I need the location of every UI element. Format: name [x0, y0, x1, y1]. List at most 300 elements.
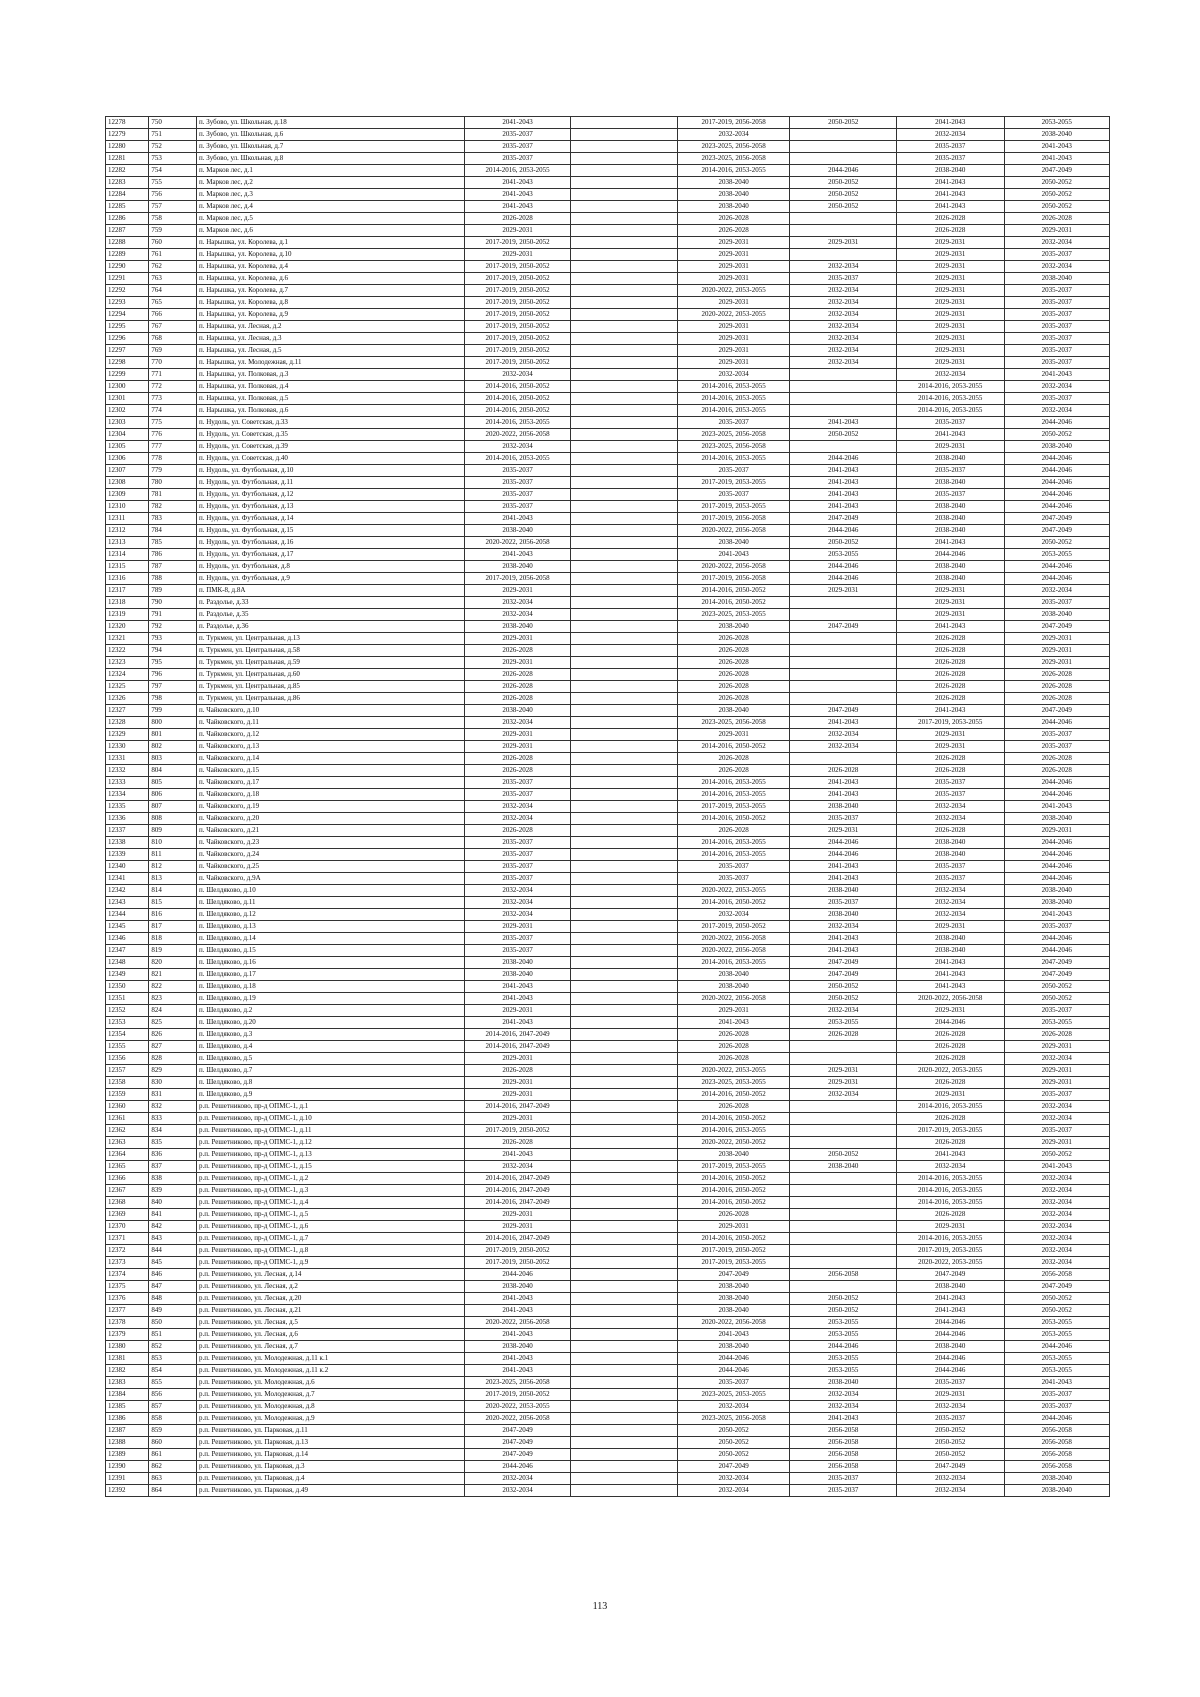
cell-address: р.п. Решетниково, ул. Молодежная, д.6 [196, 1377, 464, 1389]
cell-period-6: 2044-2046 [1004, 489, 1109, 501]
cell-period-3: 2038-2040 [677, 1341, 790, 1353]
cell-period-3: 2050-2052 [677, 1437, 790, 1449]
table-row [106, 261, 1110, 273]
cell-period-2 [571, 945, 678, 957]
cell-period-6: 2047-2049 [1004, 525, 1109, 537]
cell-period-6: 2047-2049 [1004, 621, 1109, 633]
cell-item-number: 780 [149, 477, 197, 489]
cell-period-4: 2047-2049 [790, 621, 897, 633]
cell-period-3: 2017-2019, 2056-2058 [677, 573, 790, 585]
cell-period-3: 2038-2040 [677, 1149, 790, 1161]
cell-period-2 [571, 1017, 678, 1029]
cell-period-1: 2017-2019, 2050-2052 [464, 1257, 571, 1269]
cell-period-6: 2041-2043 [1004, 801, 1109, 813]
cell-period-1: 2017-2019, 2050-2052 [464, 261, 571, 273]
cell-period-5: 2050-2052 [896, 1425, 1004, 1437]
cell-row-index: 12296 [106, 333, 149, 345]
cell-period-1: 2044-2046 [464, 1461, 571, 1473]
cell-row-index: 12283 [106, 177, 149, 189]
cell-period-6: 2050-2052 [1004, 1293, 1109, 1305]
cell-period-5: 2026-2028 [896, 1077, 1004, 1089]
cell-period-2 [571, 1365, 678, 1377]
cell-address: п. Шелдяково, д.5 [196, 1053, 464, 1065]
cell-item-number: 778 [149, 453, 197, 465]
cell-address: п. Чайковского, д.23 [196, 837, 464, 849]
cell-address: п. Нарышка, ул. Лесная, д.5 [196, 345, 464, 357]
table-row [106, 1485, 1110, 1497]
cell-period-5: 2044-2046 [896, 1329, 1004, 1341]
cell-period-4 [790, 225, 897, 237]
cell-period-4: 2044-2046 [790, 453, 897, 465]
cell-address: п. Марков лес, д.3 [196, 189, 464, 201]
table-row [106, 1245, 1110, 1257]
cell-row-index: 12362 [106, 1125, 149, 1137]
cell-period-3: 2029-2031 [677, 249, 790, 261]
table-row [106, 489, 1110, 501]
cell-row-index: 12314 [106, 549, 149, 561]
cell-period-3: 2020-2022, 2056-2058 [677, 525, 790, 537]
cell-period-6: 2041-2043 [1004, 141, 1109, 153]
cell-row-index: 12318 [106, 597, 149, 609]
cell-period-3: 2023-2025, 2056-2058 [677, 1413, 790, 1425]
cell-period-5: 2026-2028 [896, 225, 1004, 237]
cell-period-5: 2014-2016, 2053-2055 [896, 1173, 1004, 1185]
cell-row-index: 12349 [106, 969, 149, 981]
cell-period-2 [571, 1269, 678, 1281]
cell-period-2 [571, 1125, 678, 1137]
cell-period-6: 2050-2052 [1004, 189, 1109, 201]
cell-row-index: 12306 [106, 453, 149, 465]
cell-item-number: 811 [149, 849, 197, 861]
cell-row-index: 12338 [106, 837, 149, 849]
cell-period-5: 2014-2016, 2053-2055 [896, 1185, 1004, 1197]
cell-period-2 [571, 141, 678, 153]
cell-row-index: 12346 [106, 933, 149, 945]
cell-period-4: 2056-2058 [790, 1437, 897, 1449]
cell-period-5: 2017-2019, 2053-2055 [896, 1125, 1004, 1137]
cell-period-6: 2029-2031 [1004, 645, 1109, 657]
cell-period-3: 2020-2022, 2053-2055 [677, 1065, 790, 1077]
cell-period-4: 2032-2034 [790, 1005, 897, 1017]
table-row [106, 561, 1110, 573]
table-row [106, 993, 1110, 1005]
cell-item-number: 810 [149, 837, 197, 849]
cell-period-3: 2020-2022, 2056-2058 [677, 993, 790, 1005]
cell-period-5: 2029-2031 [896, 345, 1004, 357]
table-row [106, 1281, 1110, 1293]
cell-address: п. Чайковского, д.18 [196, 789, 464, 801]
cell-period-6: 2029-2031 [1004, 825, 1109, 837]
table-row [106, 609, 1110, 621]
cell-item-number: 782 [149, 501, 197, 513]
cell-period-6: 2053-2055 [1004, 1353, 1109, 1365]
cell-address: р.п. Решетниково, ул. Молодежная, д.8 [196, 1401, 464, 1413]
cell-period-4: 2032-2034 [790, 261, 897, 273]
table-row [106, 1029, 1110, 1041]
cell-period-2 [571, 1077, 678, 1089]
cell-period-6: 2044-2046 [1004, 501, 1109, 513]
cell-period-1: 2032-2034 [464, 813, 571, 825]
cell-row-index: 12392 [106, 1485, 149, 1497]
cell-period-4: 2041-2043 [790, 489, 897, 501]
cell-item-number: 758 [149, 213, 197, 225]
cell-period-2 [571, 189, 678, 201]
cell-item-number: 793 [149, 633, 197, 645]
cell-address: р.п. Решетниково, ул. Молодежная, д.11 к.2 [196, 1365, 464, 1377]
cell-period-2 [571, 753, 678, 765]
cell-period-4: 2041-2043 [790, 777, 897, 789]
cell-row-index: 12337 [106, 825, 149, 837]
cell-period-6: 2035-2037 [1004, 285, 1109, 297]
cell-period-5: 2035-2037 [896, 789, 1004, 801]
cell-item-number: 861 [149, 1449, 197, 1461]
cell-period-2 [571, 861, 678, 873]
cell-row-index: 12331 [106, 753, 149, 765]
cell-period-1: 2041-2043 [464, 1149, 571, 1161]
cell-row-index: 12299 [106, 369, 149, 381]
cell-period-5: 2026-2028 [896, 669, 1004, 681]
cell-period-1: 2026-2028 [464, 213, 571, 225]
cell-item-number: 772 [149, 381, 197, 393]
table-row [106, 369, 1110, 381]
cell-address: п. Чайковского, д.17 [196, 777, 464, 789]
cell-period-3: 2026-2028 [677, 1101, 790, 1113]
cell-item-number: 752 [149, 141, 197, 153]
cell-period-3: 2023-2025, 2056-2058 [677, 153, 790, 165]
table-row [106, 897, 1110, 909]
table-row [106, 1113, 1110, 1125]
cell-item-number: 759 [149, 225, 197, 237]
cell-period-1: 2029-2031 [464, 633, 571, 645]
cell-period-1: 2017-2019, 2050-2052 [464, 237, 571, 249]
table-row [106, 909, 1110, 921]
cell-period-3: 2035-2037 [677, 489, 790, 501]
cell-period-4 [790, 441, 897, 453]
cell-period-4 [790, 1245, 897, 1257]
cell-period-2 [571, 1245, 678, 1257]
cell-period-1: 2029-2031 [464, 1053, 571, 1065]
cell-period-1: 2026-2028 [464, 669, 571, 681]
cell-period-4: 2038-2040 [790, 909, 897, 921]
cell-period-2 [571, 117, 678, 129]
cell-period-3: 2032-2034 [677, 129, 790, 141]
cell-period-6: 2026-2028 [1004, 213, 1109, 225]
cell-period-5: 2014-2016, 2053-2055 [896, 381, 1004, 393]
cell-period-5: 2035-2037 [896, 465, 1004, 477]
cell-period-5: 2032-2034 [896, 885, 1004, 897]
cell-address: п. Чайковского, д.13 [196, 741, 464, 753]
table-row [106, 669, 1110, 681]
cell-address: р.п. Решетниково, ул. Лесная, д.21 [196, 1305, 464, 1317]
cell-address: р.п. Решетниково, ул. Лесная, д.20 [196, 1293, 464, 1305]
cell-period-5: 2029-2031 [896, 1089, 1004, 1101]
cell-row-index: 12374 [106, 1269, 149, 1281]
cell-row-index: 12300 [106, 381, 149, 393]
cell-period-6: 2044-2046 [1004, 861, 1109, 873]
cell-period-4: 2053-2055 [790, 1317, 897, 1329]
cell-item-number: 827 [149, 1041, 197, 1053]
cell-row-index: 12291 [106, 273, 149, 285]
cell-period-5: 2038-2040 [896, 1341, 1004, 1353]
cell-period-2 [571, 1413, 678, 1425]
cell-period-5: 2032-2034 [896, 129, 1004, 141]
cell-period-1: 2035-2037 [464, 129, 571, 141]
cell-period-6: 2044-2046 [1004, 465, 1109, 477]
cell-period-1: 2041-2043 [464, 1329, 571, 1341]
cell-address: р.п. Решетниково, ул. Парковая, д.49 [196, 1485, 464, 1497]
cell-period-5: 2026-2028 [896, 693, 1004, 705]
cell-period-4: 2044-2046 [790, 561, 897, 573]
cell-period-6: 2044-2046 [1004, 777, 1109, 789]
cell-period-3: 2017-2019, 2053-2055 [677, 801, 790, 813]
cell-row-index: 12280 [106, 141, 149, 153]
cell-period-1: 2035-2037 [464, 465, 571, 477]
cell-period-6: 2035-2037 [1004, 249, 1109, 261]
cell-period-6: 2047-2049 [1004, 1281, 1109, 1293]
cell-period-2 [571, 1353, 678, 1365]
cell-period-2 [571, 525, 678, 537]
cell-period-6: 2035-2037 [1004, 321, 1109, 333]
cell-period-6: 2026-2028 [1004, 753, 1109, 765]
table-row [106, 537, 1110, 549]
cell-item-number: 853 [149, 1353, 197, 1365]
cell-period-4 [790, 1101, 897, 1113]
cell-item-number: 804 [149, 765, 197, 777]
cell-period-5: 2032-2034 [896, 813, 1004, 825]
cell-period-3: 2017-2019, 2050-2052 [677, 1245, 790, 1257]
cell-period-5: 2041-2043 [896, 1305, 1004, 1317]
cell-row-index: 12363 [106, 1137, 149, 1149]
cell-period-3: 2017-2019, 2056-2058 [677, 117, 790, 129]
cell-period-4: 2029-2031 [790, 825, 897, 837]
table-row [106, 1089, 1110, 1101]
table-row [106, 1257, 1110, 1269]
cell-period-2 [571, 153, 678, 165]
cell-address: п. Нарышка, ул. Королева, д.10 [196, 249, 464, 261]
cell-period-5: 2032-2034 [896, 369, 1004, 381]
table-row [106, 873, 1110, 885]
cell-period-1: 2035-2037 [464, 141, 571, 153]
cell-item-number: 797 [149, 681, 197, 693]
cell-period-4 [790, 1221, 897, 1233]
table-row [106, 213, 1110, 225]
cell-period-2 [571, 369, 678, 381]
cell-period-3: 2038-2040 [677, 189, 790, 201]
cell-address: п. Туркмен, ул. Центральная, д.13 [196, 633, 464, 645]
cell-period-5: 2029-2031 [896, 1389, 1004, 1401]
cell-period-1: 2029-2031 [464, 741, 571, 753]
cell-item-number: 763 [149, 273, 197, 285]
cell-item-number: 824 [149, 1005, 197, 1017]
cell-period-1: 2026-2028 [464, 693, 571, 705]
cell-item-number: 821 [149, 969, 197, 981]
cell-period-2 [571, 837, 678, 849]
cell-row-index: 12279 [106, 129, 149, 141]
cell-period-1: 2029-2031 [464, 729, 571, 741]
cell-row-index: 12297 [106, 345, 149, 357]
cell-period-1: 2032-2034 [464, 1473, 571, 1485]
cell-period-5: 2029-2031 [896, 237, 1004, 249]
cell-period-3: 2035-2037 [677, 873, 790, 885]
cell-item-number: 806 [149, 789, 197, 801]
cell-period-3: 2023-2025, 2056-2058 [677, 141, 790, 153]
cell-period-6: 2047-2049 [1004, 969, 1109, 981]
cell-address: п. ПМК-8, д.8А [196, 585, 464, 597]
cell-period-5: 2035-2037 [896, 417, 1004, 429]
cell-period-1: 2026-2028 [464, 765, 571, 777]
cell-period-3: 2038-2040 [677, 177, 790, 189]
cell-period-2 [571, 513, 678, 525]
cell-period-1: 2014-2016, 2047-2049 [464, 1101, 571, 1113]
cell-period-3: 2014-2016, 2053-2055 [677, 957, 790, 969]
cell-address: п. Туркмен, ул. Центральная, д.60 [196, 669, 464, 681]
cell-period-4: 2032-2034 [790, 729, 897, 741]
cell-address: р.п. Решетниково, пр-д ОПМС-1, д.7 [196, 1233, 464, 1245]
cell-period-4 [790, 1113, 897, 1125]
cell-address: п. Шелдяково, д.19 [196, 993, 464, 1005]
cell-address: р.п. Решетниково, пр-д ОПМС-1, д.10 [196, 1113, 464, 1125]
cell-period-5: 2044-2046 [896, 1365, 1004, 1377]
table-row [106, 573, 1110, 585]
cell-item-number: 750 [149, 117, 197, 129]
cell-period-6: 2035-2037 [1004, 597, 1109, 609]
table-row [106, 333, 1110, 345]
cell-address: п. Шелдяково, д.9 [196, 1089, 464, 1101]
cell-period-2 [571, 1401, 678, 1413]
cell-period-3: 2026-2028 [677, 1053, 790, 1065]
cell-period-2 [571, 441, 678, 453]
cell-period-2 [571, 825, 678, 837]
cell-period-3: 2038-2040 [677, 981, 790, 993]
cell-period-4: 2035-2037 [790, 813, 897, 825]
cell-period-6: 2056-2058 [1004, 1449, 1109, 1461]
cell-address: п. Марков лес, д.6 [196, 225, 464, 237]
cell-row-index: 12372 [106, 1245, 149, 1257]
cell-item-number: 809 [149, 825, 197, 837]
cell-period-2 [571, 1041, 678, 1053]
cell-item-number: 812 [149, 861, 197, 873]
cell-period-4 [790, 1233, 897, 1245]
cell-row-index: 12287 [106, 225, 149, 237]
cell-address: п. Нарышка, ул. Полковая, д.4 [196, 381, 464, 393]
cell-period-1: 2032-2034 [464, 897, 571, 909]
cell-period-6: 2044-2046 [1004, 837, 1109, 849]
cell-period-1: 2020-2022, 2056-2058 [464, 537, 571, 549]
cell-period-5: 2047-2049 [896, 1461, 1004, 1473]
table-row [106, 165, 1110, 177]
cell-period-3: 2029-2031 [677, 1005, 790, 1017]
cell-period-1: 2032-2034 [464, 909, 571, 921]
cell-period-6: 2029-2031 [1004, 1137, 1109, 1149]
cell-period-6: 2035-2037 [1004, 729, 1109, 741]
cell-period-5: 2026-2028 [896, 1209, 1004, 1221]
table-row [106, 1305, 1110, 1317]
cell-period-5: 2029-2031 [896, 285, 1004, 297]
cell-period-6: 2029-2031 [1004, 1041, 1109, 1053]
cell-item-number: 753 [149, 153, 197, 165]
table-row [106, 1065, 1110, 1077]
cell-item-number: 775 [149, 417, 197, 429]
cell-address: р.п. Решетниково, ул. Лесная, д.14 [196, 1269, 464, 1281]
cell-item-number: 796 [149, 669, 197, 681]
cell-address: п. Шелдяково, д.7 [196, 1065, 464, 1077]
cell-period-1: 2026-2028 [464, 1065, 571, 1077]
table-row [106, 1365, 1110, 1377]
cell-period-3: 2014-2016, 2053-2055 [677, 1125, 790, 1137]
cell-period-6: 2029-2031 [1004, 225, 1109, 237]
cell-period-3: 2032-2034 [677, 1401, 790, 1413]
cell-period-4 [790, 645, 897, 657]
cell-period-2 [571, 741, 678, 753]
cell-period-1: 2035-2037 [464, 837, 571, 849]
cell-item-number: 798 [149, 693, 197, 705]
cell-period-4 [790, 153, 897, 165]
cell-address: п. Нарышка, ул. Лесная, д.2 [196, 321, 464, 333]
cell-address: п. Чайковского, д.21 [196, 825, 464, 837]
cell-period-3: 2020-2022, 2056-2058 [677, 1317, 790, 1329]
cell-row-index: 12290 [106, 261, 149, 273]
cell-period-4: 2056-2058 [790, 1461, 897, 1473]
table-row [106, 705, 1110, 717]
cell-address: р.п. Решетниково, пр-д ОПМС-1, д.2 [196, 1173, 464, 1185]
schedule-table [105, 116, 1110, 1497]
cell-period-4: 2050-2052 [790, 177, 897, 189]
cell-address: р.п. Решетниково, пр-д ОПМС-1, д.1 [196, 1101, 464, 1113]
cell-period-1: 2035-2037 [464, 789, 571, 801]
cell-period-6: 2035-2037 [1004, 309, 1109, 321]
cell-period-1: 2017-2019, 2050-2052 [464, 333, 571, 345]
cell-period-1: 2026-2028 [464, 681, 571, 693]
cell-period-3: 2023-2025, 2056-2058 [677, 429, 790, 441]
cell-period-2 [571, 201, 678, 213]
cell-row-index: 12295 [106, 321, 149, 333]
cell-period-6: 2035-2037 [1004, 921, 1109, 933]
cell-row-index: 12329 [106, 729, 149, 741]
cell-address: п. Чайковского, д.11 [196, 717, 464, 729]
cell-period-2 [571, 297, 678, 309]
cell-period-3: 2035-2037 [677, 465, 790, 477]
cell-period-2 [571, 657, 678, 669]
cell-item-number: 774 [149, 405, 197, 417]
cell-period-5: 2032-2034 [896, 897, 1004, 909]
cell-period-3: 2041-2043 [677, 1017, 790, 1029]
table-row [106, 1233, 1110, 1245]
cell-address: п. Нудоль, ул. Футбольная, д.8 [196, 561, 464, 573]
cell-address: п. Туркмен, ул. Центральная, д.59 [196, 657, 464, 669]
cell-period-3: 2029-2031 [677, 273, 790, 285]
table-row [106, 1377, 1110, 1389]
cell-address: п. Нарышка, ул. Королева, д.4 [196, 261, 464, 273]
cell-row-index: 12379 [106, 1329, 149, 1341]
cell-period-4 [790, 1209, 897, 1221]
cell-item-number: 855 [149, 1377, 197, 1389]
cell-period-1: 2029-2031 [464, 1221, 571, 1233]
cell-address: п. Нарышка, ул. Полковая, д.3 [196, 369, 464, 381]
table-row [106, 117, 1110, 129]
cell-period-5: 2038-2040 [896, 561, 1004, 573]
cell-address: п. Нудоль, ул. Футбольная, д.10 [196, 465, 464, 477]
page-number: 113 [592, 1601, 608, 1612]
cell-period-6: 2050-2052 [1004, 1305, 1109, 1317]
cell-period-1: 2017-2019, 2050-2052 [464, 285, 571, 297]
cell-period-6: 2035-2037 [1004, 345, 1109, 357]
cell-item-number: 791 [149, 609, 197, 621]
cell-item-number: 850 [149, 1317, 197, 1329]
cell-row-index: 12375 [106, 1281, 149, 1293]
cell-address: п. Нарышка, ул. Полковая, д.5 [196, 393, 464, 405]
cell-period-1: 2029-2031 [464, 1005, 571, 1017]
cell-period-3: 2029-2031 [677, 297, 790, 309]
